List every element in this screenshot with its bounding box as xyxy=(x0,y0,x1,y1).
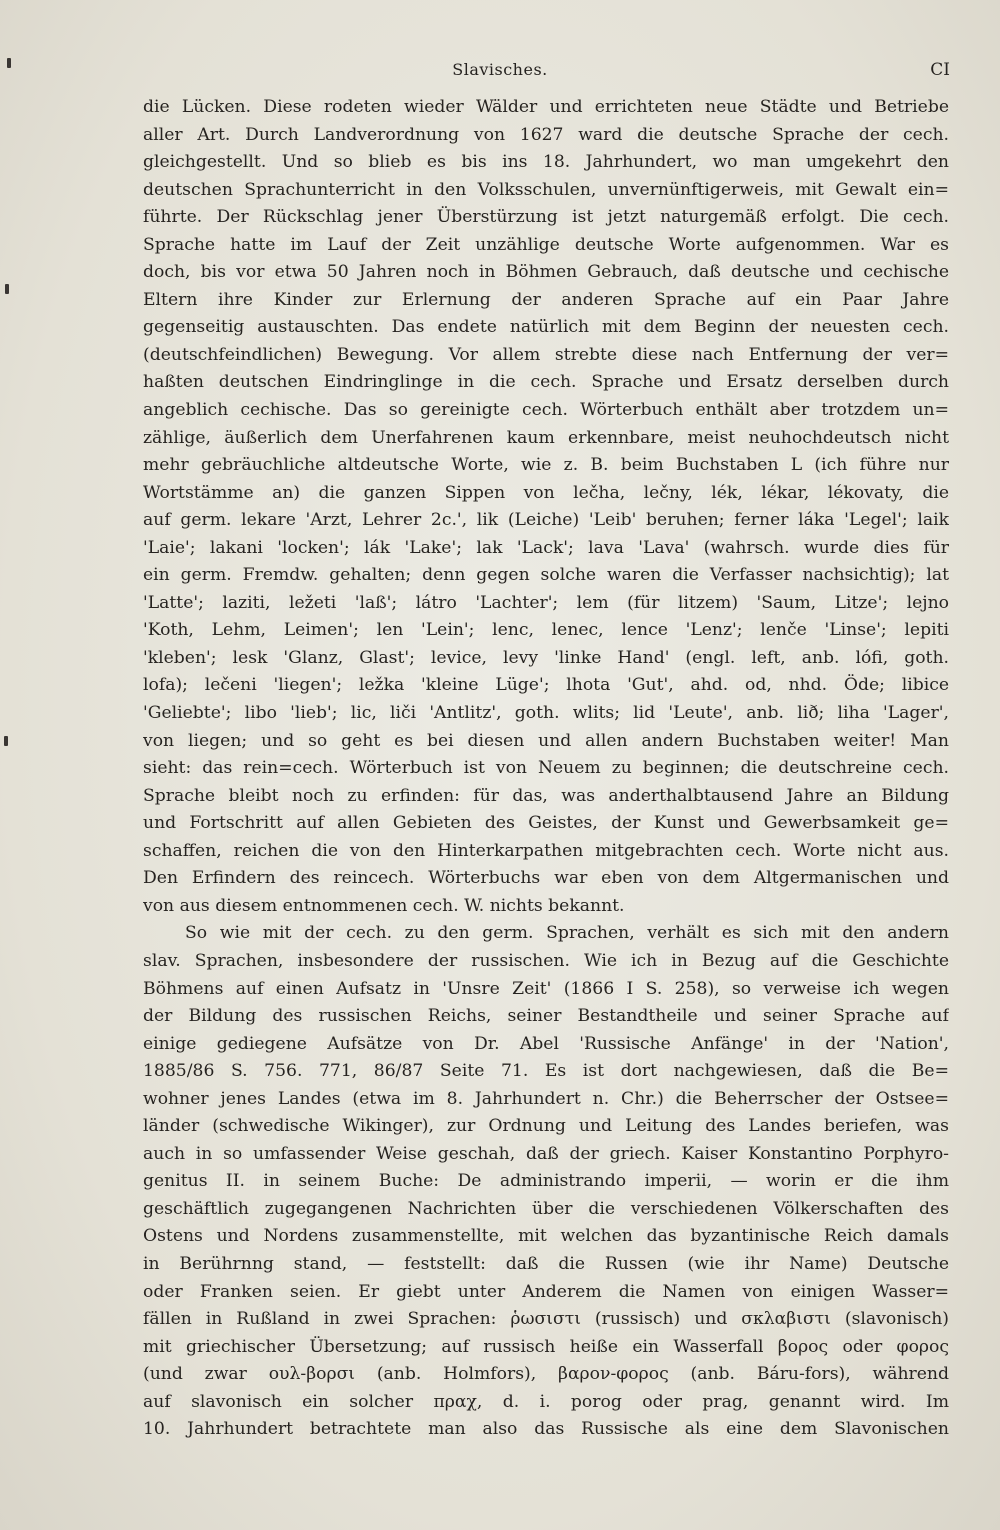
text-line: deutschen Sprachunterricht in den Volksschulen, unvernünftigerweis, mit Gewalt ein= xyxy=(143,179,949,200)
text-line: die Lücken. Diese rodeten wieder Wälder und errichteten neue Städte und Betriebe xyxy=(143,97,949,117)
text-line: mit griechischer Übersetzung; auf russisch heiße ein Wasserfall βορος oder φορος xyxy=(143,1336,949,1357)
text-line: 'Geliebte'; libo 'lieb'; lic, liči 'Antlitz', goth. wlits; lid 'Leute', anb. lið; liha 'Lager', xyxy=(143,703,949,724)
text-line: Sprache hatte im Lauf der Zeit unzählige deutsche Worte aufgenommen. War es xyxy=(143,234,949,255)
text-line: slav. Sprachen, insbesondere der russischen. Wie ich in Bezug auf die Geschichte xyxy=(143,950,949,971)
text-line: und Fortschritt auf allen Gebieten des Geistes, der Kunst und Gewerbsamkeit ge= xyxy=(143,813,949,834)
text-line: oder Franken seien. Er giebt unter Anderem die Namen von einigen Wasser= xyxy=(143,1281,949,1302)
text-line: genitus II. in seinem Buche: De administrando imperii, — worin er die ihm xyxy=(143,1171,949,1192)
text-line: Wortstämme an) die ganzen Sippen von lečha, lečny, lék, lékar, lékovaty, die xyxy=(143,482,949,503)
text-line: angeblich cechische. Das so gereinigte cech. Wörterbuch enthält aber trotzdem un= xyxy=(143,400,949,421)
text-line: Eltern ihre Kinder zur Erlernung der anderen Sprache auf ein Paar Jahre xyxy=(143,289,949,310)
text-line: 'kleben'; lesk 'Glanz, Glast'; levice, levy 'linke Hand' (engl. left, anb. lófi, goth. xyxy=(143,647,949,668)
text-line: (und zwar ουλ-βορσι (anb. Holmfors), βαρον-φορος (anb. Báru-fors), während xyxy=(143,1364,949,1385)
text-line: von liegen; und so geht es bei diesen und allen andern Buchstaben weiter! Man xyxy=(143,730,949,751)
text-line: auch in so umfassender Weise geschah, daß der griech. Kaiser Konstantino Porphyro- xyxy=(143,1143,949,1164)
text-line: (deutschfeindlichen) Bewegung. Vor allem strebte diese nach Entfernung der ver= xyxy=(143,344,949,365)
body-text xyxy=(143,94,949,1444)
text-line: gegenseitig austauschten. Das endete natürlich mit dem Beginn der neuesten cech. xyxy=(143,317,949,338)
text-line: der Bildung des russischen Reichs, seiner Bestandtheile und seiner Sprache auf xyxy=(143,1006,949,1027)
text-line: auf slavonisch ein solcher πραχ, d. i. porog oder prag, genannt wird. Im xyxy=(143,1391,949,1412)
text-line: 'Latte'; laziti, ležeti 'laß'; látro 'Lachter'; lem (für litzem) 'Saum, Litze'; lejno xyxy=(143,592,949,613)
text-line: fällen in Rußland in zwei Sprachen: ῥωσιστι (russisch) und σκλαβιστι (slavonisch) xyxy=(143,1309,949,1330)
text-line: haßten deutschen Eindringlinge in die cech. Sprache und Ersatz derselben durch xyxy=(143,372,949,393)
text-line: Böhmens auf einen Aufsatz in 'Unsre Zeit' (1866 I S. 258), so verweise ich wegen xyxy=(143,978,949,999)
text-line: auf germ. lekare 'Arzt, Lehrer 2c.', lik (Leiche) 'Leib' beruhen; ferner láka 'Legel'; laik xyxy=(143,510,949,531)
text-line: Sprache bleibt noch zu erfinden: für das, was anderthalbtausend Jahre an Bildung xyxy=(143,785,949,806)
text-line: mehr gebräuchliche altdeutsche Worte, wie z. B. beim Buchstaben L (ich führe nur xyxy=(143,455,949,476)
paragraph-start-line: So wie mit der cech. zu den germ. Sprachen, verhält es sich mit den andern xyxy=(185,923,949,944)
margin-mark xyxy=(4,736,8,746)
text-line: gleichgestellt. Und so blieb es bis ins 18. Jahrhundert, wo man umgekehrt den xyxy=(143,152,949,173)
text-line: 'Laie'; lakani 'locken'; lák 'Lake'; lak 'Lack'; lava 'Lava' (wahrsch. wurde dies für xyxy=(143,537,949,558)
text-line: 10. Jahrhundert betrachtete man also das Russische als eine dem Slavonischen xyxy=(143,1419,949,1440)
page-number: CI xyxy=(930,60,950,80)
text-line: führte. Der Rückschlag jener Überstürzung ist jetzt naturgemäß erfolgt. Die cech. xyxy=(143,207,949,228)
text-line: doch, bis vor etwa 50 Jahren noch in Böhmen Gebrauch, daß deutsche und cechische xyxy=(143,262,949,283)
text-line: einige gediegene Aufsätze von Dr. Abel 'Russische Anfänge' in der 'Nation', xyxy=(143,1033,949,1054)
running-title: Slavisches. xyxy=(452,60,548,79)
text-line: in Berührnng stand, — feststellt: daß die Russen (wie ihr Name) Deutsche xyxy=(143,1253,949,1274)
text-line: Ostens und Nordens zusammenstellte, mit welchen das byzantinische Reich damals xyxy=(143,1226,949,1247)
paragraph-end-line: von aus diesem entnommenen cech. W. nichts bekannt. xyxy=(143,895,625,916)
text-line: 1885/86 S. 756. 771, 86/87 Seite 71. Es ist dort nachgewiesen, daß die Be= xyxy=(143,1061,949,1082)
text-line: 'Koth, Lehm, Leimen'; len 'Lein'; lenc, lenec, lence 'Lenz'; lenče 'Linse'; lepiti xyxy=(143,620,949,641)
text-line: sieht: das rein=cech. Wörterbuch ist von Neuem zu beginnen; die deutschreine cech. xyxy=(143,758,949,779)
text-line: ein germ. Fremdw. gehalten; denn gegen solche waren die Verfasser nachsichtig); lat xyxy=(143,565,949,586)
margin-mark xyxy=(5,284,9,294)
text-line: zählige, äußerlich dem Unerfahrenen kaum erkennbare, meist neuhochdeutsch nicht xyxy=(143,427,949,448)
text-line: länder (schwedische Wikinger), zur Ordnung und Leitung des Landes beriefen, was xyxy=(143,1116,949,1137)
text-line: schaffen, reichen die von den Hinterkarpathen mitgebrachten cech. Worte nicht aus. xyxy=(143,840,949,861)
text-line: lofa); lečeni 'liegen'; ležka 'kleine Lüge'; lhota 'Gut', ahd. od, nhd. Öde; libice xyxy=(143,675,949,696)
text-line: geschäftlich zugegangenen Nachrichten über die verschiedenen Völkerschaften des xyxy=(143,1198,949,1219)
text-line: Den Erfindern des reincech. Wörterbuchs war eben von dem Altgermanischen und xyxy=(143,868,949,889)
running-head xyxy=(0,60,1000,84)
margin-mark xyxy=(7,58,11,68)
text-line: aller Art. Durch Landverordnung von 1627 ward die deutsche Sprache der cech. xyxy=(143,124,949,145)
text-line: wohner jenes Landes (etwa im 8. Jahrhundert n. Chr.) die Beherrscher der Ostsee= xyxy=(143,1088,949,1109)
